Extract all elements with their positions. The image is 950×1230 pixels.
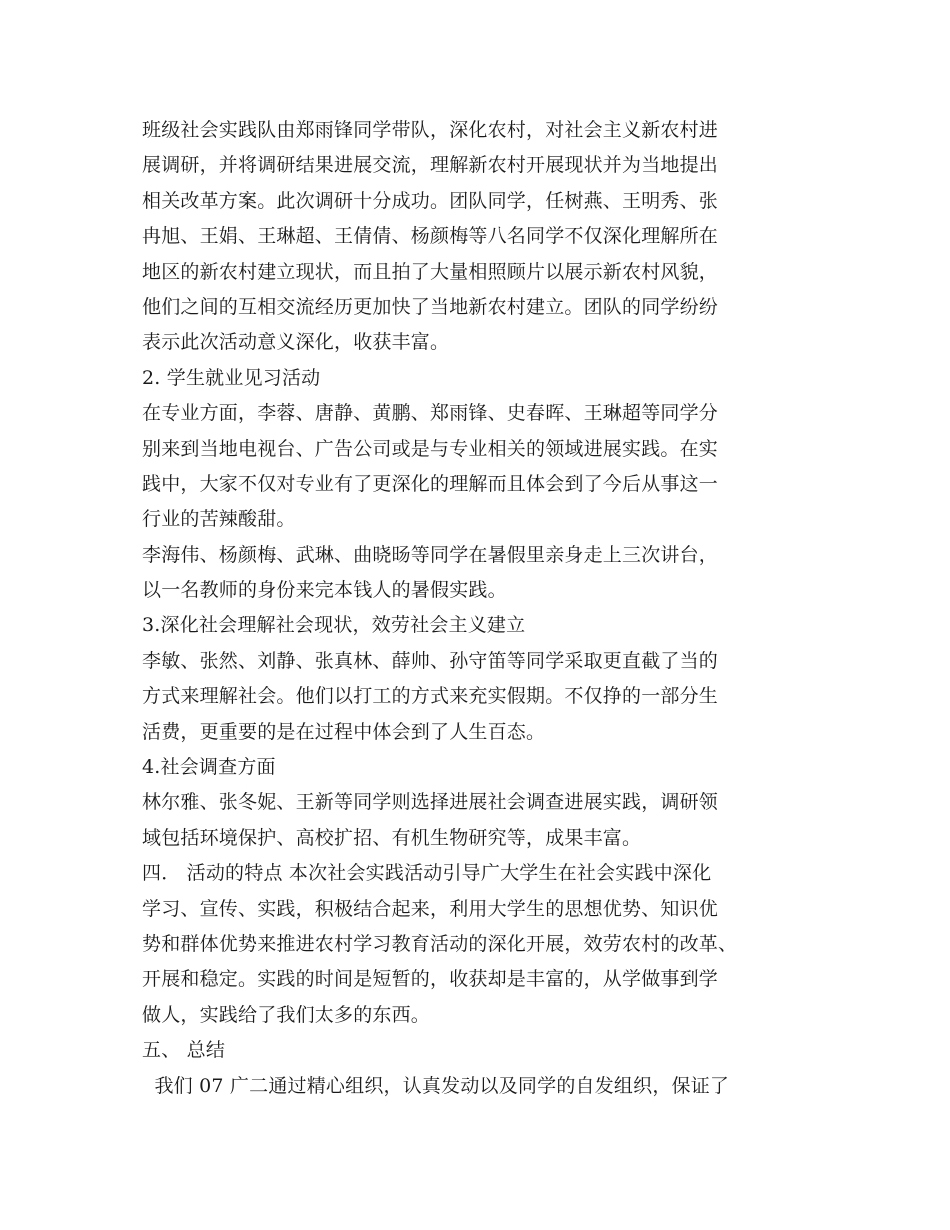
- text-line: 冉旭、王娟、王琳超、王倩倩、杨颜梅等八名同学不仅深化理解所在: [142, 225, 719, 248]
- text-line: 班级社会实践队由郑雨锋同学带队，深化农村，对社会主义新农村进: [142, 119, 719, 141]
- section-heading: 四． 活动的特点 本次社会实践活动引导广大学生在社会实践中深化: [142, 862, 712, 885]
- text-line: 我们 07 广二通过精心组织，认真发动以及同学的自发组织，保证了: [142, 1074, 730, 1097]
- section-heading: 五、 总结: [142, 1039, 226, 1062]
- text-line: 势和群体优势来推进农村学习教育活动的深化开展，效劳农村的改革、: [142, 932, 738, 955]
- text-line: 域包括环境保护、高校扩招、有机生物研究等，成果丰富。: [142, 826, 642, 849]
- text-line: 学习、宣传、实践，积极结合起来，利用大学生的思想优势、知识优: [142, 897, 719, 920]
- text-line: 地区的新农村建立现状，而且拍了大量相照顾片以展示新农村风貌，: [142, 260, 719, 283]
- text-line: 以一名教师的身份来完本钱人的暑假实践。: [142, 579, 507, 602]
- document-page: [142, 113, 832, 1104]
- text-line: 方式来理解社会。他们以打工的方式来充实假期。不仅挣的一部分生: [142, 685, 719, 708]
- text-line: 相关改革方案。此次调研十分成功。团队同学，任树燕、王明秀、张: [142, 189, 719, 212]
- text-line: 李海伟、杨颜梅、武琳、曲晓旸等同学在暑假里亲身走上三次讲台，: [142, 543, 719, 566]
- text-line: 林尔雅、张冬妮、王新等同学则选择进展社会调查进展实践，调研领: [142, 791, 719, 814]
- text-line: 表示此次活动意义深化，收获丰富。: [142, 331, 450, 354]
- text-line: 做人，实践给了我们太多的东西。: [142, 1003, 431, 1026]
- text-line: 活费，更重要的是在过程中体会到了人生百态。: [142, 720, 546, 743]
- text-line: 行业的苦辣酸甜。: [142, 508, 296, 531]
- section-heading: 4.社会调查方面: [142, 756, 276, 779]
- section-heading: 3.深化社会理解社会现状，效劳社会主义建立: [142, 614, 526, 637]
- text-line: 展调研，并将调研结果进展交流，理解新农村开展现状并为当地提出: [142, 154, 719, 177]
- text-line: 别来到当地电视台、广告公司或是与专业相关的领域进展实践。在实: [142, 437, 719, 460]
- text-line: 开展和稳定。实践的时间是短暂的，收获却是丰富的，从学做事到学: [142, 968, 719, 991]
- text-line: 他们之间的互相交流经历更加快了当地新农村建立。团队的同学纷纷: [142, 295, 719, 318]
- text-line: 李敏、张然、刘静、张真林、薛帅、孙守笛等同学采取更直截了当的: [142, 649, 719, 672]
- text-line: 在专业方面，李蓉、唐静、黄鹏、郑雨锋、史春晖、王琳超等同学分: [142, 402, 719, 425]
- text-line: 践中，大家不仅对专业有了更深化的理解而且体会到了今后从事这一: [142, 472, 719, 495]
- section-heading: 2. 学生就业见习活动: [142, 366, 321, 389]
